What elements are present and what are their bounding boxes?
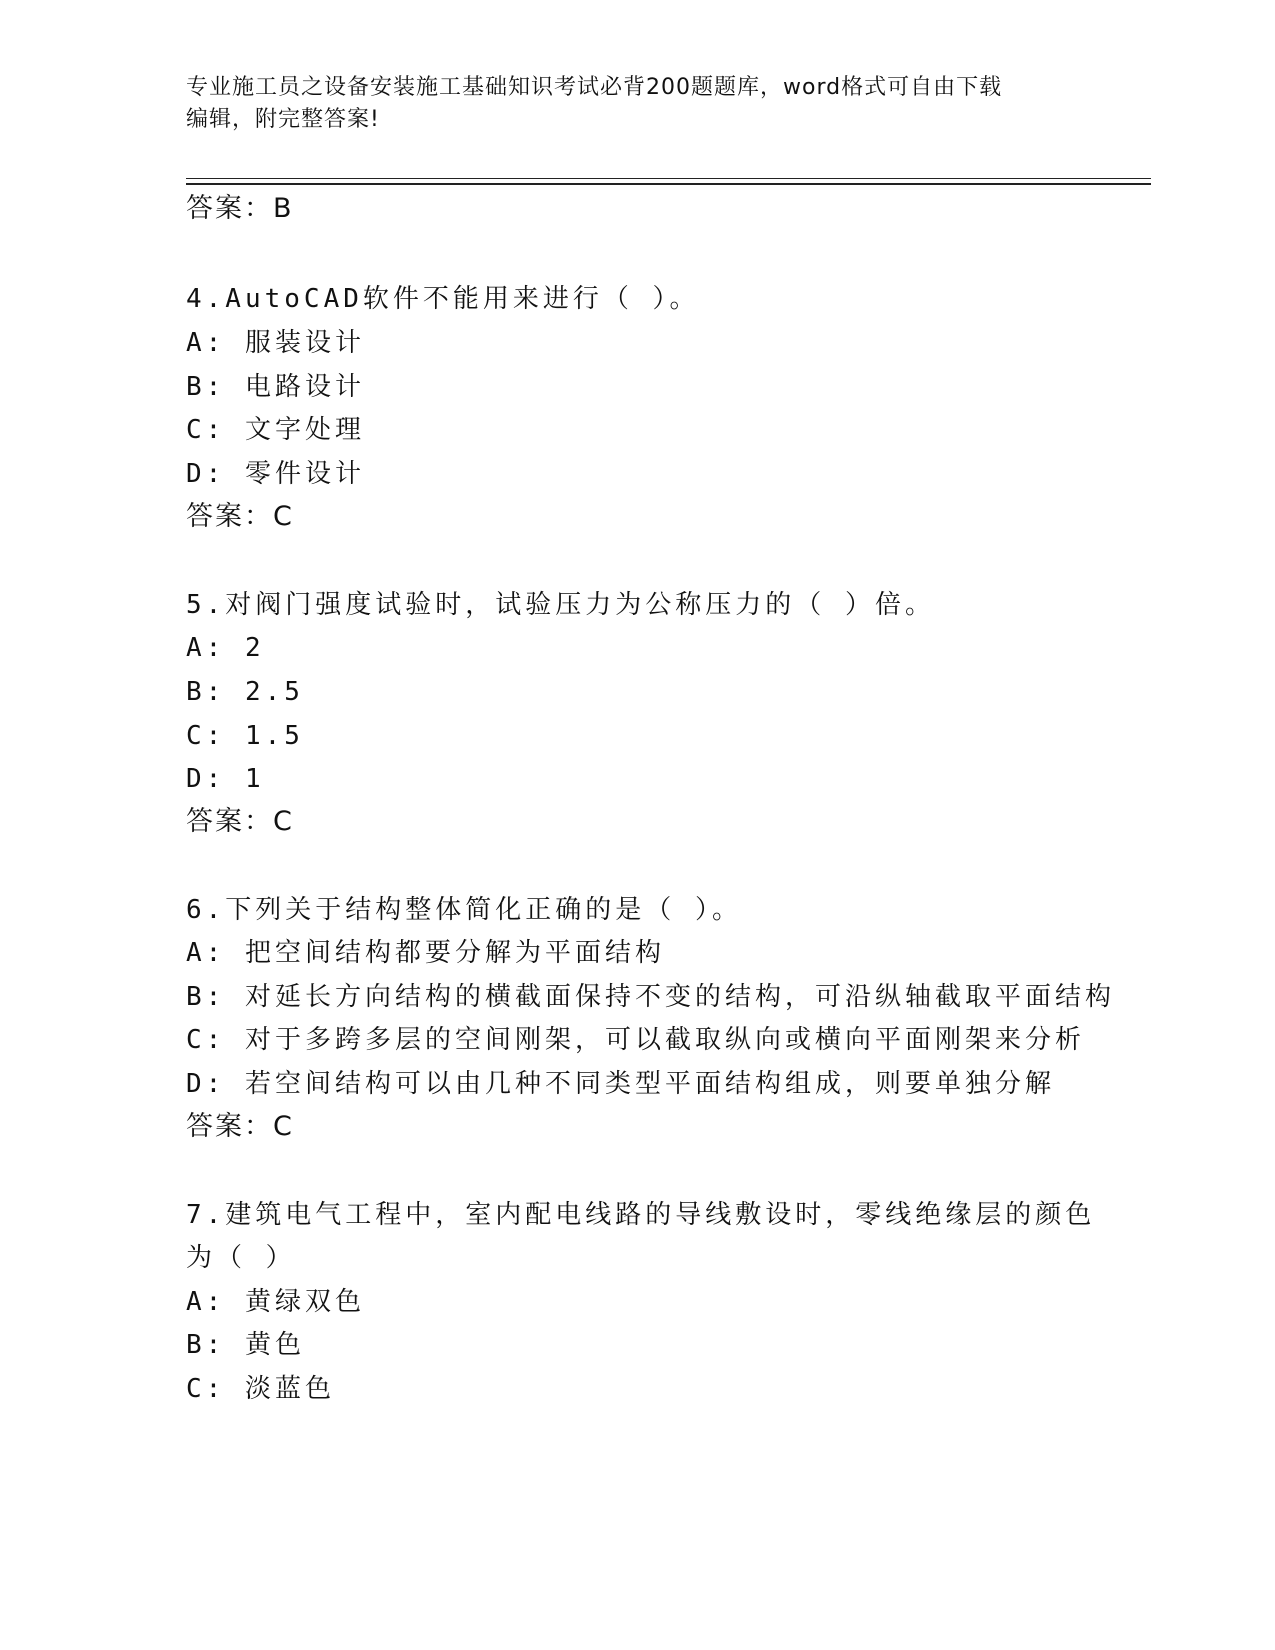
question-6-option-b: B: 对延长方向结构的横截面保持不变的结构，可沿纵轴截取平面结构 bbox=[186, 982, 1115, 1012]
question-5-answer: 答案：C bbox=[186, 806, 294, 837]
question-4-option-b: B: 电路设计 bbox=[186, 372, 365, 402]
question-4-answer: 答案：C bbox=[186, 501, 294, 532]
question-6-stem: 6.下列关于结构整体简化正确的是（ ）。 bbox=[186, 895, 742, 925]
question-5-option-c: C: 1.5 bbox=[186, 721, 304, 751]
header-divider-thick bbox=[186, 183, 1151, 185]
question-6-option-d: D: 若空间结构可以由几种不同类型平面结构组成，则要单独分解 bbox=[186, 1069, 1055, 1099]
question-7-option-c: C: 淡蓝色 bbox=[186, 1374, 335, 1404]
question-5-option-d: D: 1 bbox=[186, 764, 265, 794]
question-6-answer: 答案：C bbox=[186, 1111, 294, 1142]
question-6-option-a: A: 把空间结构都要分解为平面结构 bbox=[186, 938, 665, 968]
question-5-option-b: B: 2.5 bbox=[186, 677, 304, 707]
question-5-stem: 5.对阀门强度试验时，试验压力为公称压力的（ ）倍。 bbox=[186, 590, 935, 620]
question-5-option-a: A: 2 bbox=[186, 633, 265, 663]
answer-previous: 答案：B bbox=[186, 193, 294, 224]
question-7-option-b: B: 黄色 bbox=[186, 1330, 305, 1360]
header-title-line-2: 编辑，附完整答案! bbox=[186, 107, 380, 132]
header-title-line-1: 专业施工员之设备安装施工基础知识考试必背200题题库，word格式可自由下载 bbox=[186, 75, 1003, 100]
question-4-option-d: D: 零件设计 bbox=[186, 459, 365, 489]
question-6-option-c: C: 对于多跨多层的空间刚架，可以截取纵向或横向平面刚架来分析 bbox=[186, 1025, 1085, 1055]
question-7-stem-line-2: 为（ ） bbox=[186, 1243, 296, 1273]
question-4-option-c: C: 文字处理 bbox=[186, 415, 365, 445]
document-header bbox=[186, 72, 1066, 136]
question-4-stem: 4.AutoCAD软件不能用来进行（ ）。 bbox=[186, 284, 700, 314]
question-7-stem-line-1: 7.建筑电气工程中，室内配电线路的导线敷设时，零线绝缘层的颜色 bbox=[186, 1200, 1096, 1230]
header-divider-thin bbox=[186, 178, 1151, 179]
question-4-option-a: A: 服装设计 bbox=[186, 328, 365, 358]
question-7-option-a: A: 黄绿双色 bbox=[186, 1287, 365, 1317]
